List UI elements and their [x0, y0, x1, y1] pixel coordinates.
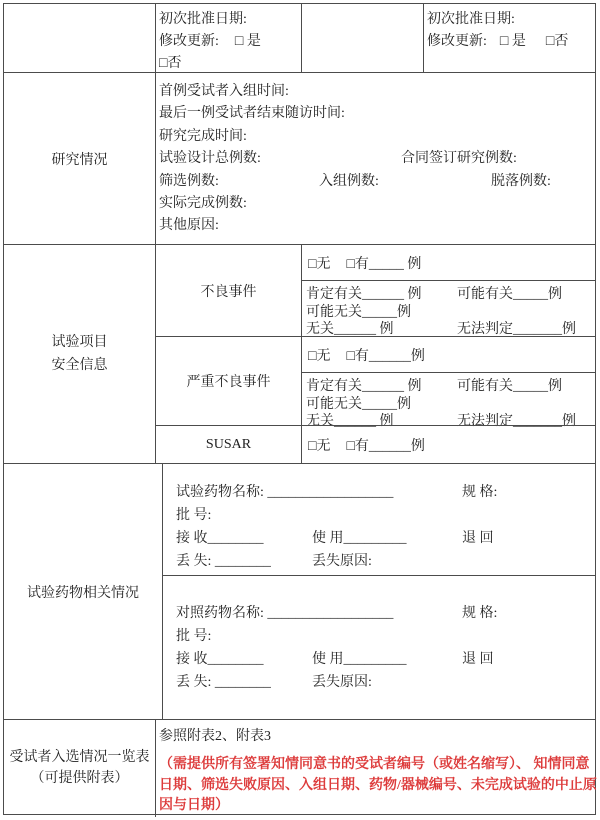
test-drug-usage-line [176, 527, 595, 550]
approval-cell-mid [156, 4, 302, 72]
initial-approval-date-label: 初次批准日期: [159, 12, 247, 27]
control-drug-lost-line [176, 671, 595, 694]
test-drug-name-line [176, 481, 595, 504]
serious-relation-cell [302, 373, 595, 431]
batch-label: 批 号: [176, 508, 212, 523]
other-reason-label: 其他原因: [159, 218, 219, 234]
serious-none-yes-line [302, 337, 595, 373]
red-note: （需提供所有签署知情同意书的受试者编号（或姓名缩写）、 知情同意日期、筛选失败原因、入组日期、药物/器械编号、未完成试验的中止原因与日期） [159, 757, 597, 813]
last-followup-time-label: 最后一例受试者结束随访时间: [159, 106, 345, 122]
update-line [427, 31, 595, 53]
susar-row [156, 425, 595, 463]
adverse-event-label: 不良事件 [156, 245, 302, 336]
unrelated-label: 无关______ 例 [306, 414, 394, 429]
checkbox-none: □无 [308, 438, 331, 454]
checkbox-yes-cases: □有______例 [346, 438, 425, 454]
approval-empty-cell-left [4, 4, 156, 72]
checkbox-none: □无 [308, 256, 331, 272]
possibly-related-label: 可能有关_____例 [457, 287, 562, 302]
lost-reason-label: 丢失原因: [312, 675, 372, 690]
report-form-table [3, 3, 596, 815]
safety-label-line2: 安全信息 [51, 358, 108, 373]
return-label: 退 回 [462, 531, 494, 546]
research-complete-time-label: 研究完成时间: [159, 128, 247, 144]
safety-rows [156, 245, 595, 463]
susar-content [302, 426, 595, 463]
lost-label: 丢 失: ________ [176, 554, 271, 569]
enrollment-label-line1: 受试者入选情况一览表 [9, 750, 150, 766]
use-label: 使 用_________ [312, 652, 407, 667]
serious-adverse-event-row [156, 336, 595, 429]
spec-label: 规 格: [462, 606, 498, 621]
susar-none-yes-line [302, 426, 595, 463]
relation-line1 [306, 286, 595, 304]
actual-complete-label: 实际完成例数: [159, 196, 247, 212]
enrollment-content [156, 720, 600, 817]
approval-cell-right [424, 4, 595, 72]
update-label: 修改更新: [159, 34, 219, 49]
spec-label: 规 格: [462, 485, 498, 500]
drug-section [4, 463, 595, 719]
relation-line1 [306, 378, 595, 396]
control-drug-name-line [176, 602, 595, 625]
dropout-cases-label: 脱落例数: [491, 173, 551, 189]
serious-adverse-event-label: 严重不良事件 [156, 337, 302, 425]
control-drug-name-label: 对照药物名称: __________________ [176, 606, 394, 621]
receive-label: 接 收________ [176, 531, 264, 546]
contract-cases-label: 合同签订研究例数: [401, 151, 517, 167]
update-line [159, 31, 301, 53]
susar-label: SUSAR [156, 426, 302, 463]
checkbox-yes-cases: □有______例 [346, 348, 425, 364]
screened-cases-label: 筛选例数: [159, 173, 219, 189]
checkbox-yes-cases: □有_____ 例 [346, 256, 422, 272]
adverse-none-yes-line [302, 245, 595, 281]
test-drug-lost-line [176, 550, 595, 573]
enrolled-cases-label: 入组例数: [319, 173, 379, 189]
batch-label: 批 号: [176, 629, 212, 644]
relation-line2 [306, 304, 595, 322]
test-drug-batch-line [176, 504, 595, 527]
receive-label: 接 收________ [176, 652, 264, 667]
relation-line2 [306, 396, 595, 414]
enrollment-list-label [4, 720, 156, 817]
definitely-related-label: 肯定有关______ 例 [306, 287, 422, 302]
initial-approval-date-label: 初次批准日期: [427, 12, 515, 27]
control-drug-usage-line [176, 648, 595, 671]
research-status-content [156, 73, 595, 244]
research-status-label: 研究情况 [4, 73, 156, 244]
adverse-relation-cell [302, 281, 595, 339]
checkbox-no: □否 [159, 56, 182, 71]
case-totals-line [159, 148, 595, 170]
adverse-event-content [302, 245, 595, 336]
checkbox-no: □否 [545, 34, 569, 49]
drug-section-label: 试验药物相关情况 [4, 464, 163, 719]
safety-section [4, 244, 595, 463]
undeterminable-label: 无法判定_______例 [457, 414, 576, 429]
test-drug-name-label: 试验药物名称: __________________ [176, 485, 394, 500]
lost-reason-label: 丢失原因: [312, 554, 372, 569]
research-status-row [4, 72, 595, 244]
approval-row [4, 4, 595, 72]
lost-label: 丢 失: ________ [176, 675, 271, 690]
unrelated-label: 无关______ 例 [306, 322, 394, 337]
serious-adverse-event-content [302, 337, 595, 429]
drug-content [163, 464, 595, 719]
enrollment-label-line2: （可提供附表） [30, 771, 129, 787]
adverse-event-row [156, 245, 595, 336]
appendix-reference: 参照附表2、附表3 [159, 729, 271, 744]
control-drug-block [163, 576, 595, 719]
possibly-unrelated-label: 可能无关_____例 [306, 304, 411, 320]
safety-label-line1: 试验项目 [51, 335, 108, 350]
approval-empty-cell-right [302, 4, 424, 72]
return-label: 退 回 [462, 652, 494, 667]
design-total-label: 试验设计总例数: [159, 151, 261, 167]
possibly-unrelated-label: 可能无关_____例 [306, 396, 411, 412]
checkbox-yes: □ 是 [234, 34, 261, 49]
undeterminable-label: 无法判定_______例 [457, 322, 576, 337]
checkbox-yes: □ 是 [499, 34, 526, 49]
first-enrollment-time-label: 首例受试者入组时间: [159, 84, 289, 99]
case-counts-line [159, 171, 595, 193]
possibly-related-label: 可能有关_____例 [457, 379, 562, 394]
update-label: 修改更新: [427, 34, 487, 49]
enrollment-list-row [4, 719, 595, 817]
definitely-related-label: 肯定有关______ 例 [306, 379, 422, 394]
safety-section-label [4, 245, 156, 463]
control-drug-batch-line [176, 625, 595, 648]
test-drug-block [163, 464, 595, 576]
use-label: 使 用_________ [312, 531, 407, 546]
checkbox-none: □无 [308, 348, 331, 364]
